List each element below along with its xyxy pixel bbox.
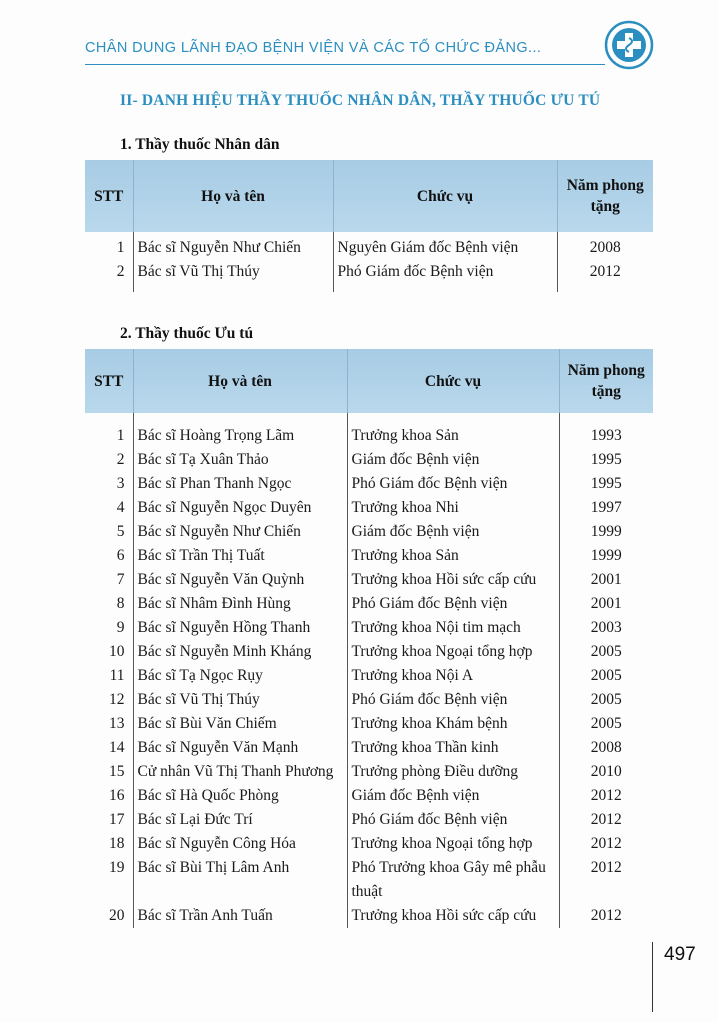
cell-name: Cử nhân Vũ Thị Thanh Phương	[133, 760, 347, 784]
table-row	[85, 688, 653, 712]
running-header: CHÂN DUNG LÃNH ĐẠO BỆNH VIỆN VÀ CÁC TỔ CHỨC ĐẢNG...	[85, 40, 542, 56]
col-header-stt: STT	[85, 349, 133, 413]
cell-year: 2001	[559, 568, 653, 592]
cell-year: 2008	[557, 232, 653, 260]
cell-stt: 1	[116, 427, 125, 444]
cell-year: 1995	[559, 448, 653, 472]
cell-position: Trưởng khoa Thần kinh	[347, 736, 559, 760]
cell-year: 2012	[559, 832, 653, 856]
table-row	[85, 736, 653, 760]
header-rule	[85, 64, 605, 65]
table-row	[85, 904, 653, 928]
cell-stt: 11	[109, 667, 125, 684]
cell-name: Bác sĩ Nguyễn Ngọc Duyên	[133, 496, 347, 520]
table-row	[85, 448, 653, 472]
table-row	[85, 472, 653, 496]
hospital-cross-logo-icon	[604, 20, 654, 70]
cell-position: Trưởng khoa Nội tim mạch	[347, 616, 559, 640]
cell-name: Bác sĩ Lại Đức Trí	[133, 808, 347, 832]
excellent-physicians-table	[85, 349, 653, 928]
cell-name: Bác sĩ Nguyễn Như Chiến	[133, 232, 333, 260]
cell-stt: 5	[116, 523, 125, 540]
cell-stt: 17	[109, 811, 125, 828]
cell-year: 1999	[559, 544, 653, 568]
col-header-stt: STT	[85, 160, 133, 232]
people-physicians-table	[85, 160, 653, 292]
table-row	[85, 496, 653, 520]
cell-year: 2012	[559, 784, 653, 808]
cell-position: Trưởng phòng Điều dưỡng	[347, 760, 559, 784]
table-row	[85, 808, 653, 832]
cell-stt: 12	[109, 691, 125, 708]
cell-year: 2012	[559, 808, 653, 832]
cell-stt: 19	[109, 859, 125, 876]
cell-position: Trưởng khoa Hồi sức cấp cứu	[347, 568, 559, 592]
cell-position: Phó Giám đốc Bệnh viện	[333, 260, 557, 292]
table-row	[85, 520, 653, 544]
cell-year: 2001	[559, 592, 653, 616]
table-row	[85, 640, 653, 664]
col-header-name: Họ và tên	[133, 160, 333, 232]
cell-name: Bác sĩ Nguyễn Hồng Thanh	[133, 616, 347, 640]
cell-name: Bác sĩ Hà Quốc Phòng	[133, 784, 347, 808]
cell-stt: 4	[116, 499, 125, 516]
table-row	[85, 568, 653, 592]
cell-position: Giám đốc Bệnh viện	[347, 784, 559, 808]
page-rule	[652, 942, 653, 1012]
cell-position: Trưởng khoa Hồi sức cấp cứu	[347, 904, 559, 928]
table-row	[85, 856, 653, 904]
cell-position: Trưởng khoa Ngoại tổng hợp	[347, 832, 559, 856]
cell-stt: 3	[116, 475, 125, 492]
cell-stt: 20	[109, 907, 125, 924]
table-row	[85, 616, 653, 640]
cell-stt: 10	[109, 643, 125, 660]
cell-stt: 14	[109, 739, 125, 756]
table-row	[85, 664, 653, 688]
subsection-title-1: 1. Thầy thuốc Nhân dân	[120, 136, 280, 153]
cell-stt: 9	[116, 619, 125, 636]
cell-name: Bác sĩ Bùi Thị Lâm Anh	[133, 856, 347, 904]
cell-name: Bác sĩ Nguyễn Minh Kháng	[133, 640, 347, 664]
cell-position: Trưởng khoa Nội A	[347, 664, 559, 688]
cell-position: Trưởng khoa Khám bệnh	[347, 712, 559, 736]
cell-year: 2005	[559, 664, 653, 688]
table-row	[85, 760, 653, 784]
cell-year: 2005	[559, 640, 653, 664]
table-row	[85, 592, 653, 616]
cell-position: Phó Giám đốc Bệnh viện	[347, 472, 559, 496]
cell-position: Phó Trưởng khoa Gây mê phẫu thuật	[347, 856, 559, 904]
col-header-name: Họ và tên	[133, 349, 347, 413]
cell-year: 1997	[559, 496, 653, 520]
cell-stt: 2	[116, 451, 125, 468]
cell-year: 2012	[559, 904, 653, 928]
cell-position: Phó Giám đốc Bệnh viện	[347, 592, 559, 616]
cell-stt: 15	[109, 763, 125, 780]
cell-name: Bác sĩ Vũ Thị Thúy	[133, 688, 347, 712]
subsection-title-2: 2. Thầy thuốc Ưu tú	[120, 325, 254, 342]
cell-year: 2005	[559, 688, 653, 712]
table-row	[85, 260, 653, 292]
cell-position: Nguyên Giám đốc Bệnh viện	[333, 232, 557, 260]
cell-year: 2010	[559, 760, 653, 784]
cell-name: Bác sĩ Phan Thanh Ngọc	[133, 472, 347, 496]
cell-year: 1995	[559, 472, 653, 496]
table-row	[85, 544, 653, 568]
cell-position: Phó Giám đốc Bệnh viện	[347, 688, 559, 712]
cell-position: Trưởng khoa Sản	[347, 544, 559, 568]
table-row	[85, 712, 653, 736]
cell-year: 2005	[559, 712, 653, 736]
cell-stt: 1	[116, 239, 125, 256]
cell-position: Trưởng khoa Sản	[347, 413, 559, 448]
col-header-year: Năm phong tặng	[557, 160, 653, 232]
cell-stt: 8	[116, 595, 125, 612]
cell-year: 1999	[559, 520, 653, 544]
cell-name: Bác sĩ Nguyễn Công Hóa	[133, 832, 347, 856]
page-number: 497	[664, 944, 696, 965]
cell-name: Bác sĩ Trần Thị Tuất	[133, 544, 347, 568]
cell-stt: 16	[109, 787, 125, 804]
cell-position: Trưởng khoa Ngoại tổng hợp	[347, 640, 559, 664]
cell-name: Bác sĩ Hoàng Trọng Lãm	[133, 413, 347, 448]
cell-position: Giám đốc Bệnh viện	[347, 448, 559, 472]
cell-name: Bác sĩ Tạ Xuân Thảo	[133, 448, 347, 472]
cell-stt: 7	[116, 571, 125, 588]
table-row	[85, 784, 653, 808]
cell-name: Bác sĩ Nhâm Đình Hùng	[133, 592, 347, 616]
cell-position: Giám đốc Bệnh viện	[347, 520, 559, 544]
col-header-position: Chức vụ	[347, 349, 559, 413]
cell-name: Bác sĩ Nguyễn Văn Quỳnh	[133, 568, 347, 592]
cell-stt: 2	[116, 263, 125, 280]
cell-year: 2008	[559, 736, 653, 760]
cell-name: Bác sĩ Vũ Thị Thúy	[133, 260, 333, 292]
table-row	[85, 413, 653, 448]
cell-name: Bác sĩ Nguyễn Văn Mạnh	[133, 736, 347, 760]
cell-name: Bác sĩ Tạ Ngọc Rụy	[133, 664, 347, 688]
col-header-position: Chức vụ	[333, 160, 557, 232]
cell-name: Bác sĩ Trần Anh Tuấn	[133, 904, 347, 928]
cell-year: 1993	[559, 413, 653, 448]
table-row	[85, 232, 653, 260]
cell-stt: 6	[116, 547, 125, 564]
cell-name: Bác sĩ Bùi Văn Chiếm	[133, 712, 347, 736]
cell-name: Bác sĩ Nguyễn Như Chiến	[133, 520, 347, 544]
cell-stt: 18	[109, 835, 125, 852]
col-header-year: Năm phong tặng	[559, 349, 653, 413]
cell-year: 2012	[559, 856, 653, 904]
cell-position: Phó Giám đốc Bệnh viện	[347, 808, 559, 832]
table-row	[85, 832, 653, 856]
cell-year: 2003	[559, 616, 653, 640]
cell-stt: 13	[109, 715, 125, 732]
cell-position: Trưởng khoa Nhi	[347, 496, 559, 520]
section-title: II- DANH HIỆU THẦY THUỐC NHÂN DÂN, THẦY THUỐC ƯU TÚ	[120, 92, 601, 109]
cell-year: 2012	[557, 260, 653, 292]
